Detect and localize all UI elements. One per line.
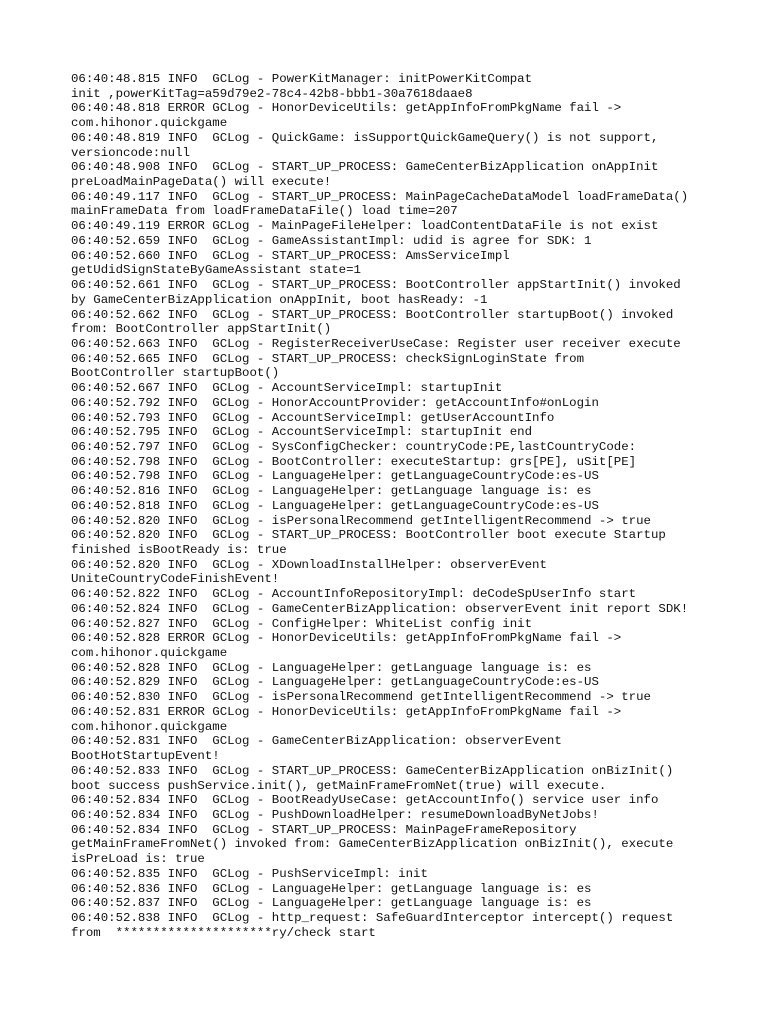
log-line: 06:40:52.661 INFO GCLog - START_UP_PROCESS: BootController appStartInit() invoked	[71, 278, 681, 293]
log-line: boot success pushService.init(), getMainFrameFromNet(true) will execute.	[71, 778, 607, 793]
log-line: finished isBootReady is: true	[71, 543, 287, 557]
log-line: BootHotStartupEvent!	[71, 749, 220, 764]
log-line: 06:40:52.659 INFO GCLog - GameAssistantImpl: udid is agree for SDK: 1	[71, 233, 592, 248]
log-line: 06:40:52.820 INFO GCLog - isPersonalRecommend getIntelligentRecommend -> true	[71, 513, 651, 528]
log-line: 06:40:52.665 INFO GCLog - START_UP_PROCESS: checkSignLoginState from	[71, 351, 585, 366]
log-line: 06:40:52.667 INFO GCLog - AccountServiceImpl: startupInit	[71, 381, 503, 396]
log-line: preLoadMainPageData() will execute!	[71, 175, 332, 190]
log-line: 06:40:52.834 INFO GCLog - BootReadyUseCase: getAccountInfo() service user info	[71, 793, 659, 808]
log-line: com.hihonor.quickgame	[71, 719, 228, 734]
log-line: 06:40:52.663 INFO GCLog - RegisterReceiverUseCase: Register user receiver execute	[71, 336, 681, 351]
log-line: 06:40:52.831 ERROR GCLog - HonorDeviceUtils: getAppInfoFromPkgName fail ->	[71, 704, 622, 719]
log-line: 06:40:52.827 INFO GCLog - ConfigHelper: WhiteList config init	[71, 616, 533, 631]
log-line: 06:40:52.829 INFO GCLog - LanguageHelper: getLanguageCountryCode:es-US	[71, 675, 599, 690]
log-line: com.hihonor.quickgame	[71, 646, 228, 661]
log-line: 06:40:52.662 INFO GCLog - START_UP_PROCESS: BootController startupBoot() invoked	[71, 307, 674, 322]
log-line: 06:40:48.815 INFO GCLog - PowerKitManager: initPowerKitCompat	[71, 72, 533, 86]
log-line: by GameCenterBizApplication onAppInit, boot hasReady: -1	[71, 292, 488, 307]
log-line: 06:40:52.837 INFO GCLog - LanguageHelper: getLanguage language is: es	[71, 896, 592, 911]
log-line: BootController startupBoot()	[71, 366, 280, 381]
log-line: 06:40:52.824 INFO GCLog - GameCenterBizApplication: observerEvent init report SDK!	[71, 601, 689, 616]
log-line: 06:40:48.908 INFO GCLog - START_UP_PROCESS: GameCenterBizApplication onAppInit	[71, 160, 659, 175]
log-line: 06:40:49.119 ERROR GCLog - MainPageFileHelper: loadContentDataFile is not exist	[71, 219, 659, 234]
log-line: 06:40:52.820 INFO GCLog - XDownloadInstallHelper: observerEvent	[71, 557, 547, 572]
log-line: getUdidSignStateByGameAssistant state=1	[71, 263, 361, 278]
log-line: 06:40:52.797 INFO GCLog - SysConfigChecker: countryCode:PE,lastCountryCode:	[71, 439, 637, 454]
log-line: versioncode:null	[71, 145, 190, 160]
log-line: 06:40:52.831 INFO GCLog - GameCenterBizApplication: observerEvent	[71, 734, 562, 749]
log-line: isPreLoad is: true	[71, 852, 205, 867]
log-line: 06:40:52.828 INFO GCLog - LanguageHelper: getLanguage language is: es	[71, 660, 592, 675]
log-line: 06:40:52.835 INFO GCLog - PushServiceImpl: init	[71, 866, 428, 881]
log-line: 06:40:48.818 ERROR GCLog - HonorDeviceUtils: getAppInfoFromPkgName fail ->	[71, 101, 622, 116]
log-line: 06:40:52.834 INFO GCLog - START_UP_PROCESS: MainPageFrameRepository	[71, 822, 577, 837]
log-line: 06:40:52.820 INFO GCLog - START_UP_PROCESS: BootController boot execute Startup	[71, 528, 666, 543]
log-line: 06:40:52.836 INFO GCLog - LanguageHelper: getLanguage language is: es	[71, 881, 592, 896]
log-line: 06:40:52.660 INFO GCLog - START_UP_PROCESS: AmsServiceImpl	[71, 248, 510, 263]
log-line: 06:40:52.830 INFO GCLog - isPersonalRecommend getIntelligentRecommend -> true	[71, 690, 651, 705]
log-line: init ,powerKitTag=a59d79e2-78c4-42b8-bbb1-30a7618daae8	[71, 86, 473, 101]
log-line: 06:40:52.822 INFO GCLog - AccountInfoRepositoryImpl: deCodeSpUserInfo start	[71, 587, 637, 602]
log-line: from *********************ry/check start	[71, 925, 376, 940]
log-line: 06:40:52.798 INFO GCLog - LanguageHelper: getLanguageCountryCode:es-US	[71, 469, 599, 484]
log-line: from: BootController appStartInit()	[71, 322, 332, 337]
log-line: 06:40:52.818 INFO GCLog - LanguageHelper: getLanguageCountryCode:es-US	[71, 498, 599, 513]
log-line: 06:40:52.793 INFO GCLog - AccountServiceImpl: getUserAccountInfo	[71, 410, 555, 425]
log-line: 06:40:52.828 ERROR GCLog - HonorDeviceUtils: getAppInfoFromPkgName fail ->	[71, 631, 622, 646]
log-line: getMainFrameFromNet() invoked from: GameCenterBizApplication onBizInit(), execute	[71, 837, 674, 852]
log-line: 06:40:52.834 INFO GCLog - PushDownloadHelper: resumeDownloadByNetJobs!	[71, 807, 599, 822]
log-line: 06:40:52.833 INFO GCLog - START_UP_PROCESS: GameCenterBizApplication onBizInit()	[71, 763, 674, 778]
log-text-block	[71, 72, 711, 940]
log-line: com.hihonor.quickgame	[71, 116, 228, 131]
log-line: 06:40:52.792 INFO GCLog - HonorAccountProvider: getAccountInfo#onLogin	[71, 395, 599, 410]
log-line: mainFrameData from loadFrameDataFile() load time=207	[71, 204, 458, 219]
log-line: 06:40:49.117 INFO GCLog - START_UP_PROCESS: MainPageCacheDataModel loadFrameData()	[71, 189, 689, 204]
log-line: 06:40:52.798 INFO GCLog - BootController: executeStartup: grs[PE], uSit[PE]	[71, 454, 637, 469]
log-line: 06:40:48.819 INFO GCLog - QuickGame: isSupportQuickGameQuery() is not support,	[71, 130, 659, 145]
log-line: 06:40:52.838 INFO GCLog - http_request: SafeGuardInterceptor intercept() request	[71, 910, 674, 925]
log-line: 06:40:52.795 INFO GCLog - AccountServiceImpl: startupInit end	[71, 425, 533, 440]
log-line: UniteCountryCodeFinishEvent!	[71, 572, 280, 587]
log-line: 06:40:52.816 INFO GCLog - LanguageHelper: getLanguage language is: es	[71, 484, 592, 499]
